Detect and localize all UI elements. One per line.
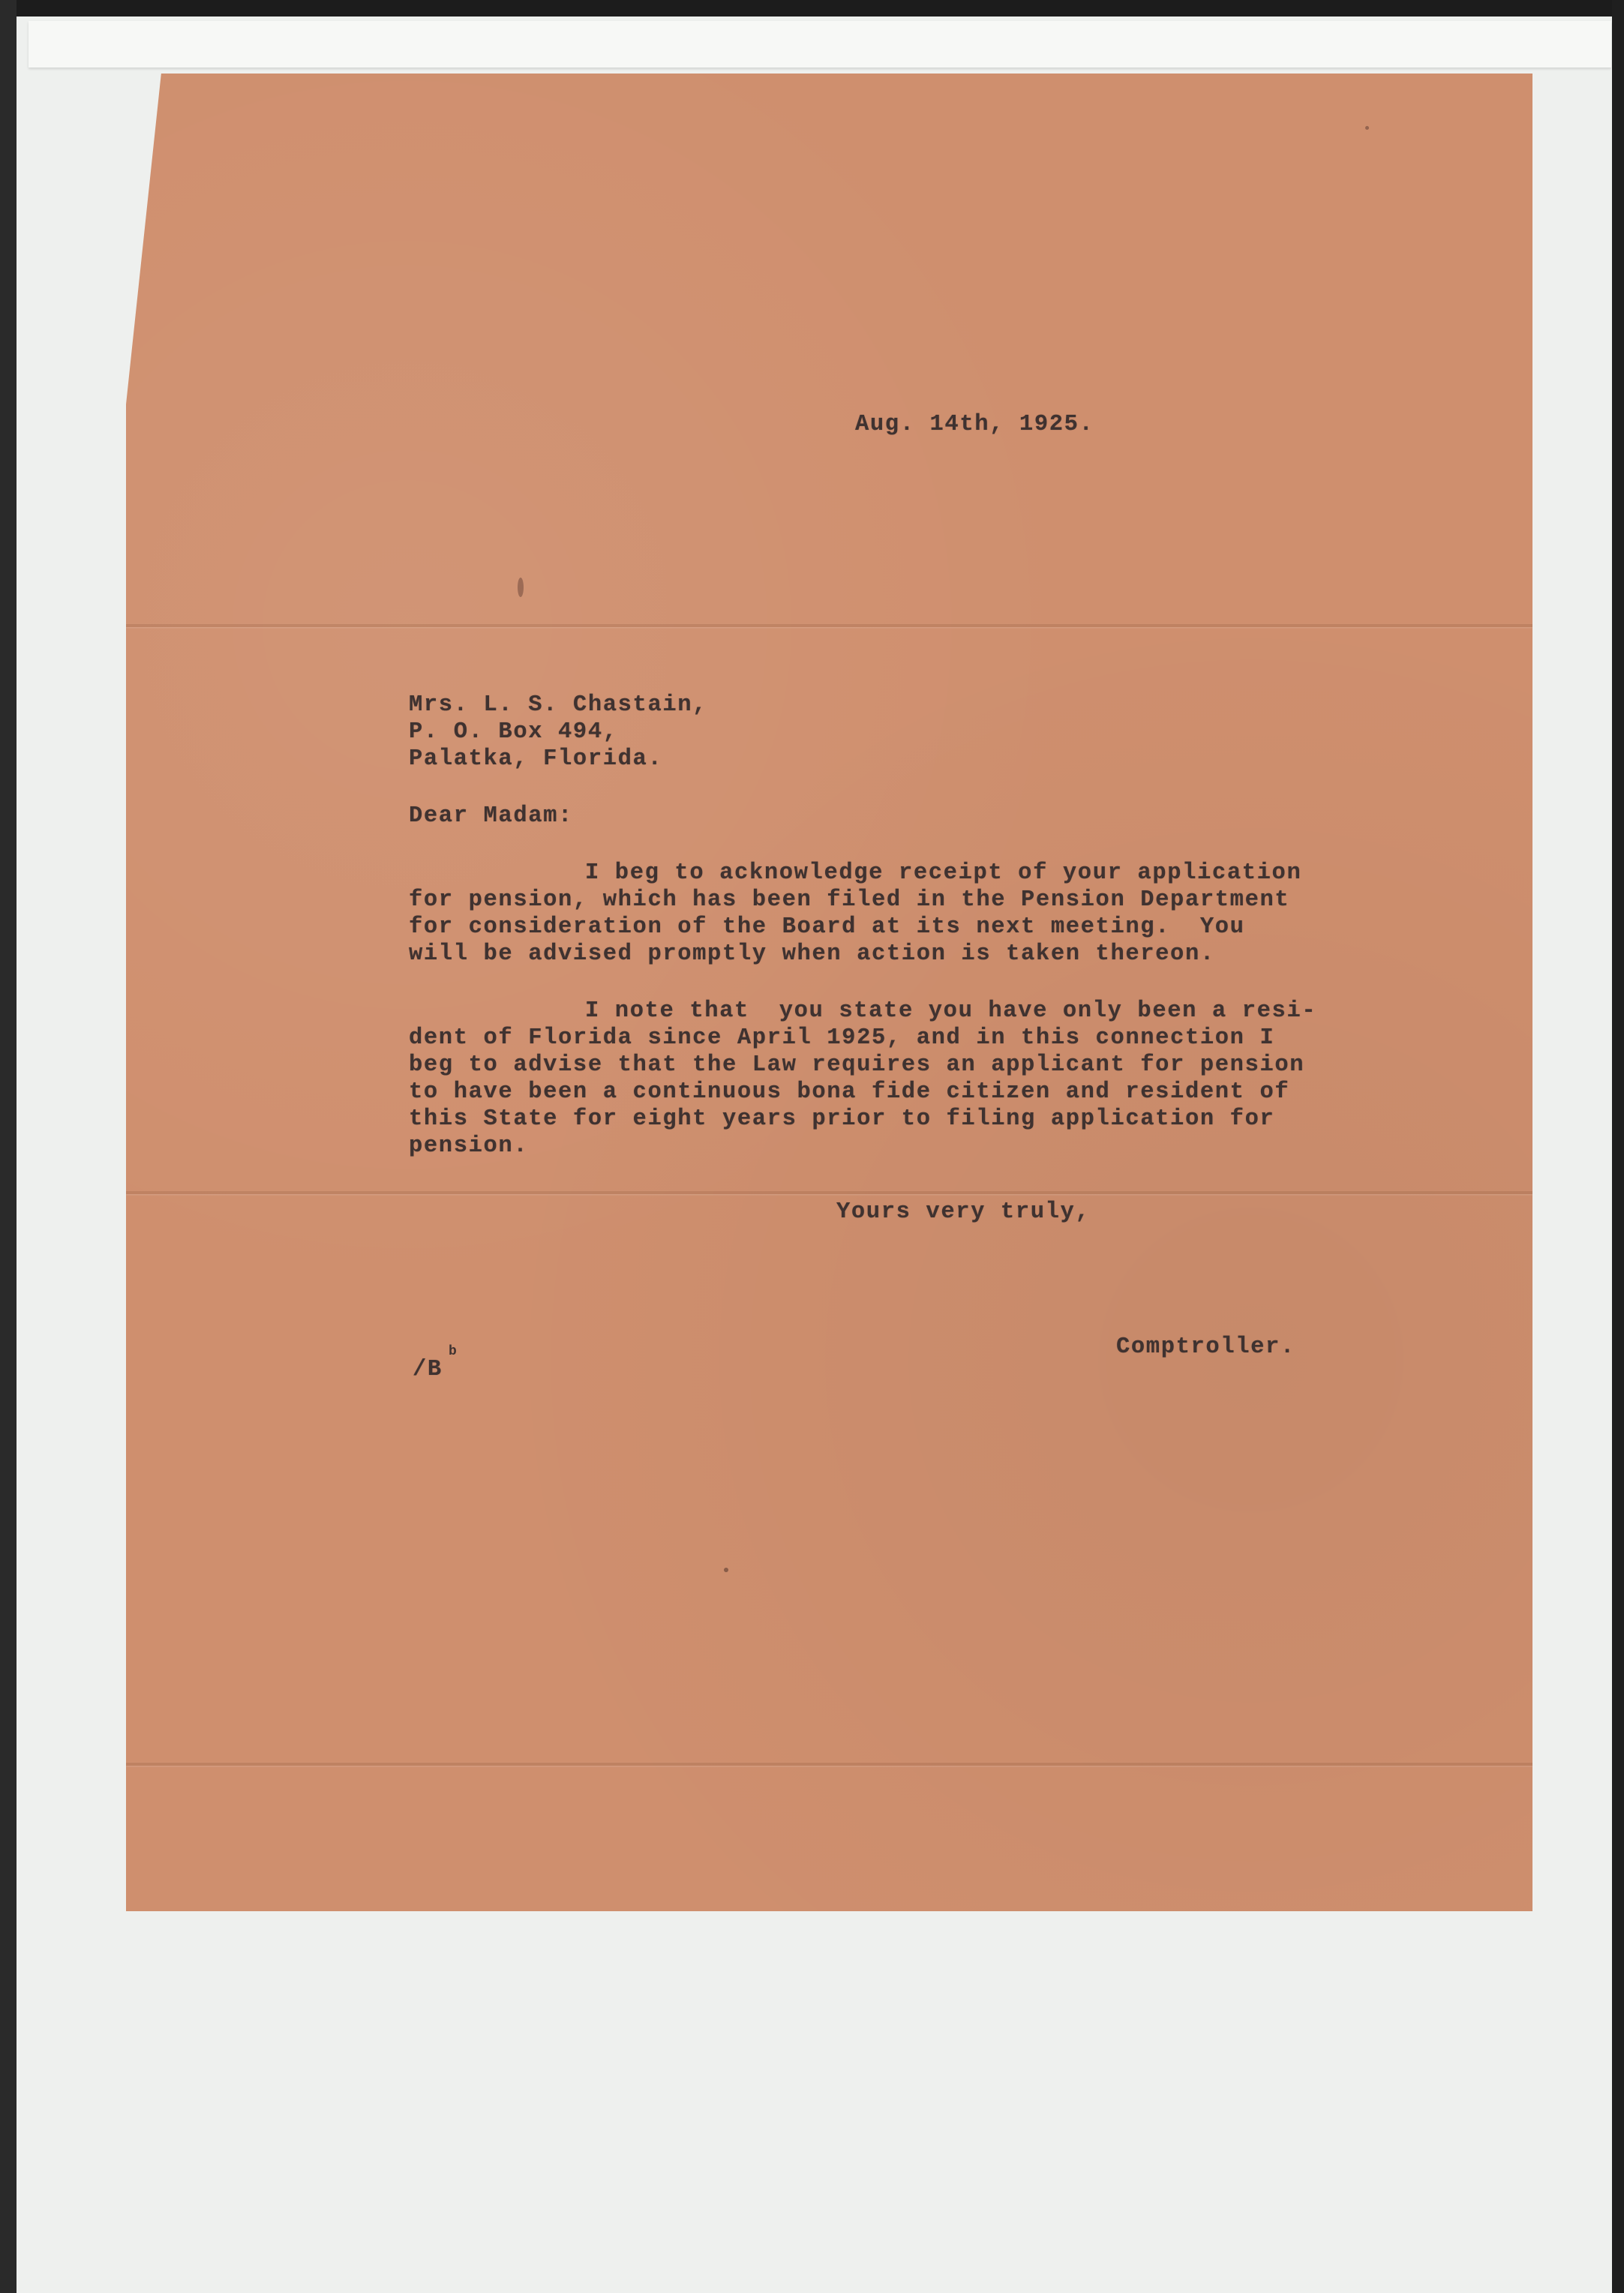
paragraph-1-line: will be advised promptly when action is taken thereon. (409, 941, 1215, 967)
letter-sheet (126, 74, 1532, 1911)
typist-initials-sub: b (449, 1344, 457, 1359)
scanner-frame-left (0, 0, 17, 2293)
complimentary-close: Yours very truly, (836, 1199, 1091, 1225)
fold-line (126, 1763, 1532, 1766)
paragraph-1-line: for consideration of the Board at its next meeting. You (409, 914, 1245, 940)
scanner-frame-right (1612, 0, 1624, 2293)
paragraph-2-line: pension. (409, 1133, 529, 1159)
fold-line (126, 624, 1532, 627)
paper-speck (724, 1568, 728, 1572)
paper-strip-top (29, 21, 1611, 68)
letter-date: Aug. 14th, 1925. (855, 412, 1094, 437)
paragraph-2-line: beg to advise that the Law requires an applicant for pension (409, 1052, 1305, 1078)
recipient-po-box: P. O. Box 494, (409, 719, 618, 745)
paragraph-2-line: I note that you state you have only been a resi- (585, 998, 1317, 1024)
recipient-name: Mrs. L. S. Chastain, (409, 692, 708, 718)
recipient-city: Palatka, Florida. (409, 746, 663, 772)
salutation: Dear Madam: (409, 803, 573, 829)
signature-title: Comptroller. (1116, 1334, 1295, 1360)
paragraph-2-line: dent of Florida since April 1925, and in this connection I (409, 1025, 1275, 1051)
paragraph-1-line: for pension, which has been filed in the Pension Department (409, 887, 1290, 913)
paragraph-1-line: I beg to acknowledge receipt of your application (585, 860, 1302, 886)
paragraph-2-line: this State for eight years prior to filing application for (409, 1106, 1275, 1132)
paragraph-2-line: to have been a continuous bona fide citizen and resident of (409, 1079, 1290, 1105)
paper-mark (518, 578, 524, 597)
typist-initials: /B (413, 1357, 443, 1382)
fold-line (126, 1191, 1532, 1194)
paper-speck (1365, 126, 1369, 130)
scanner-frame-top (0, 0, 1624, 17)
